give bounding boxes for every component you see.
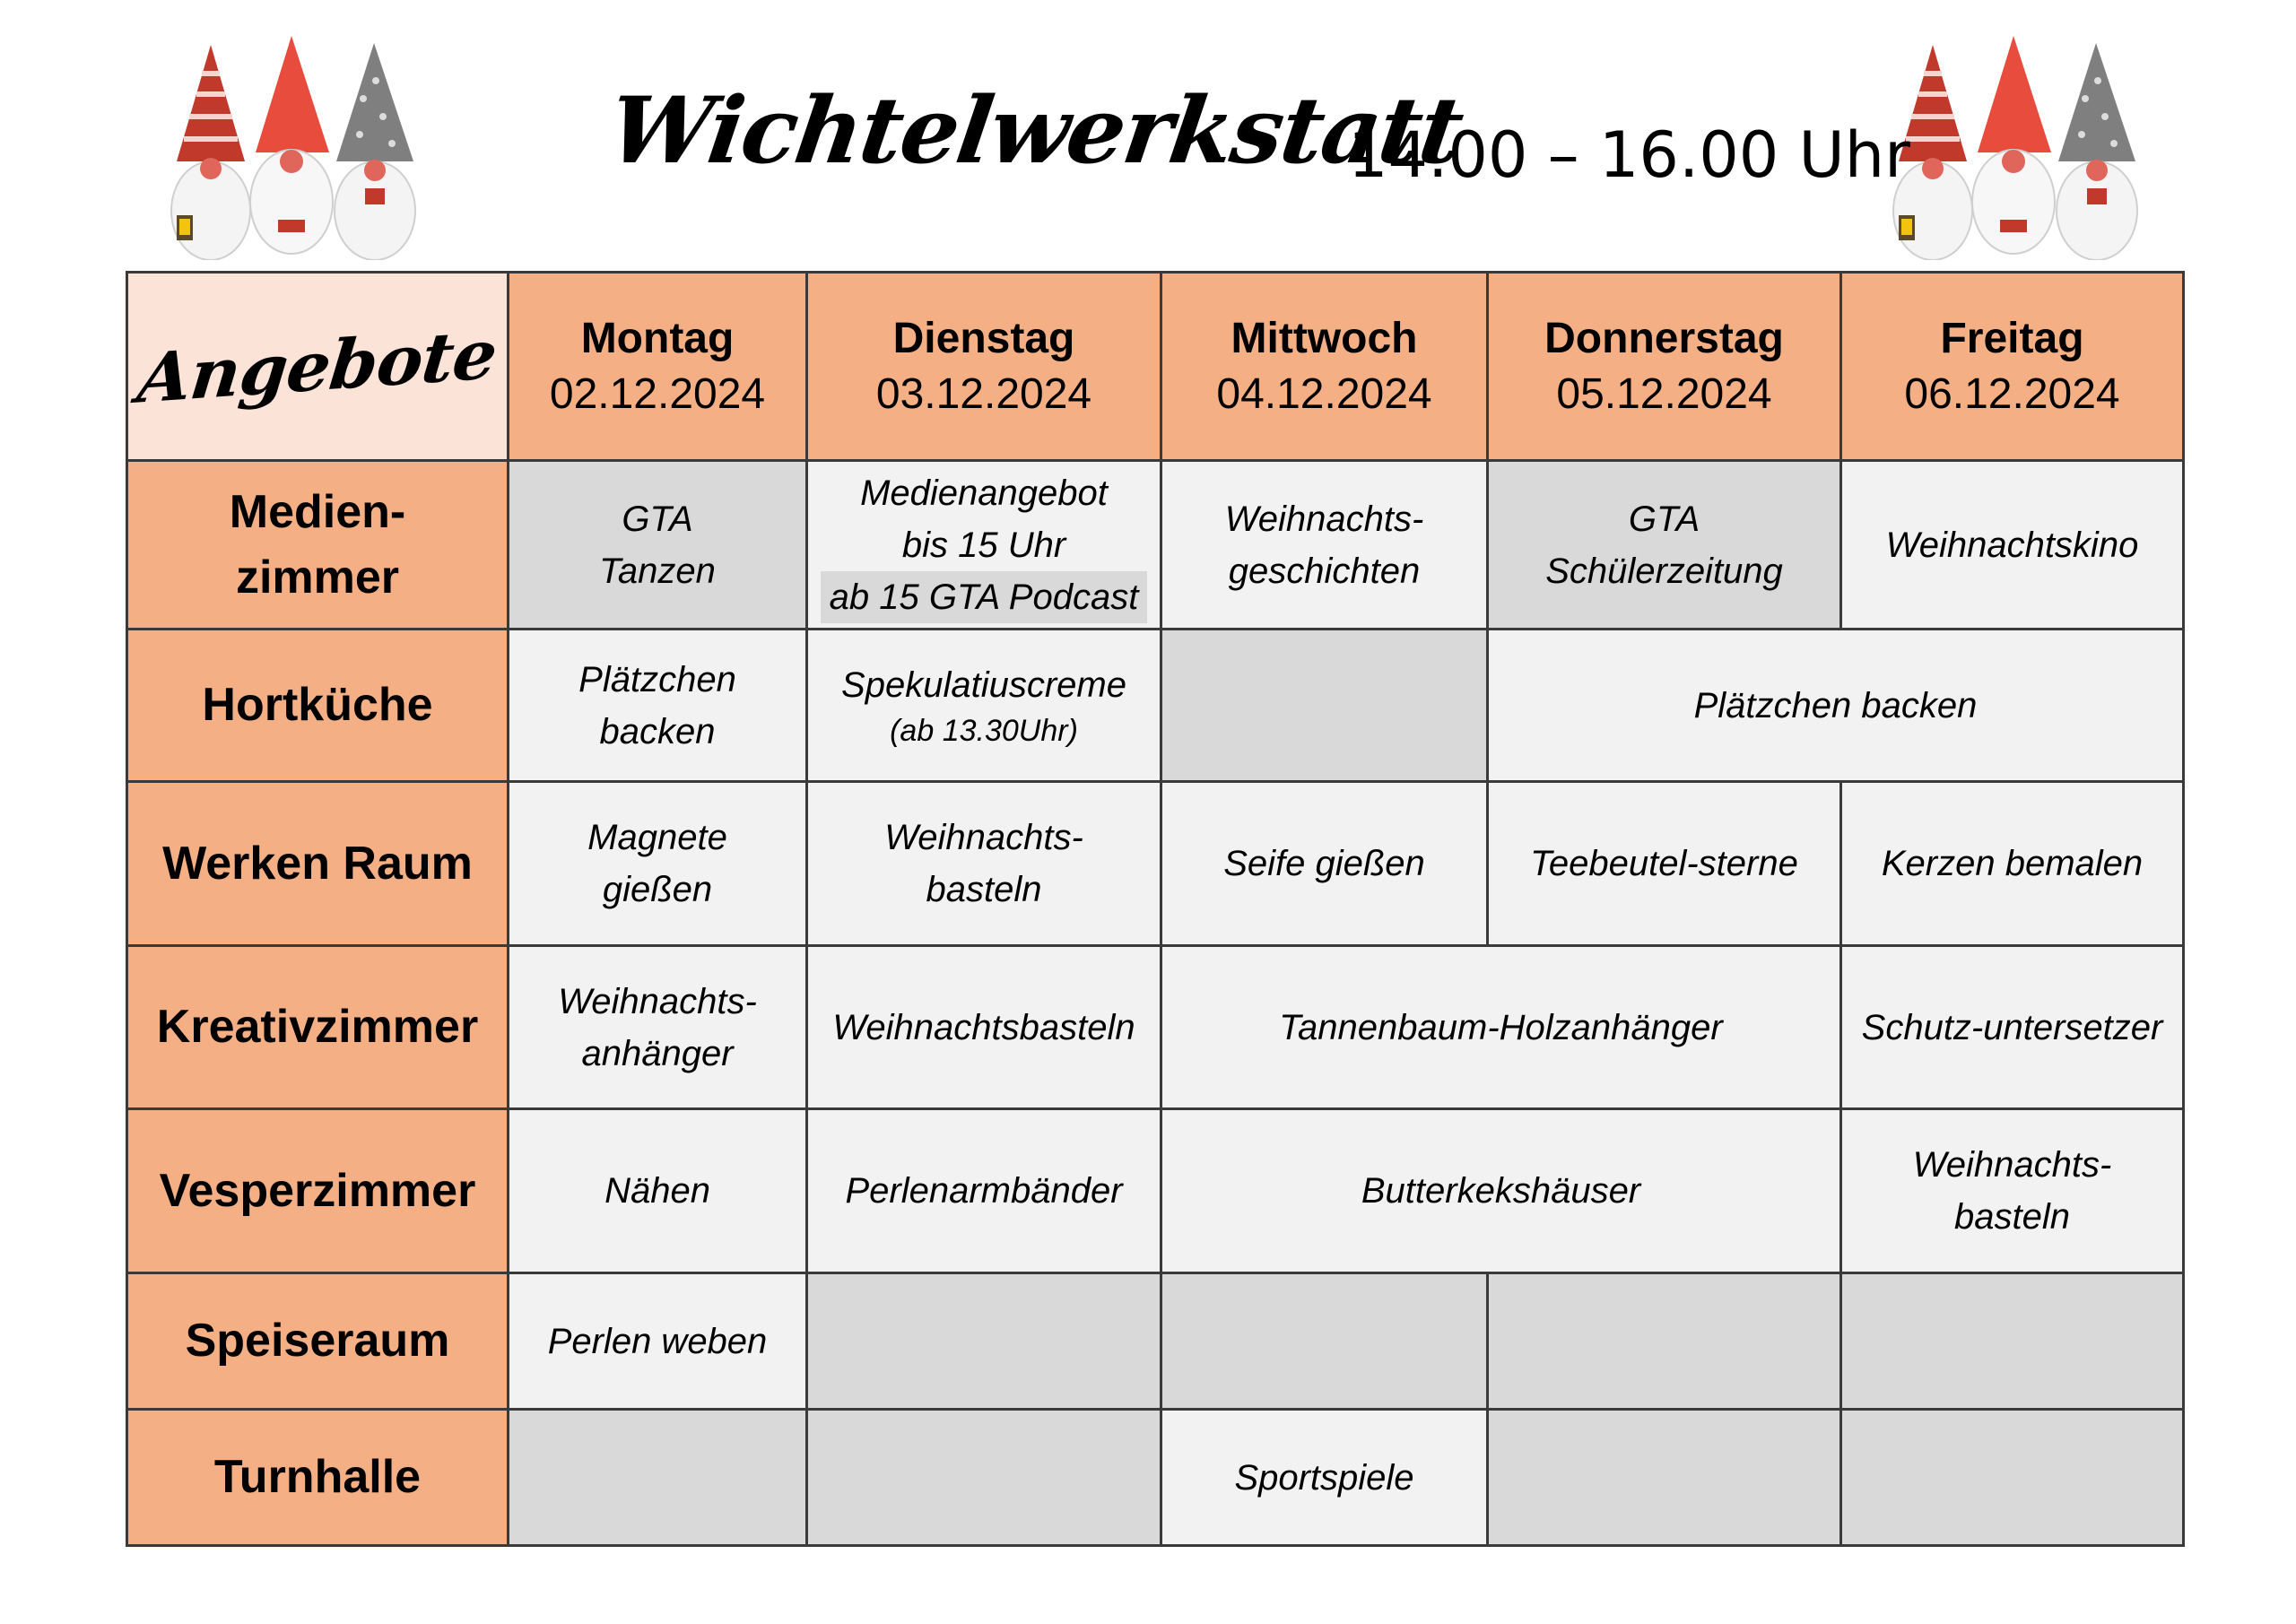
activity-cell [807,630,1161,782]
room-label-line: Hortküche [202,679,433,732]
activity-text: backen [599,711,716,751]
activity-text: Nähen [604,1171,710,1211]
activity-cell [1841,461,2184,630]
activity-cell [807,946,1161,1109]
activity-cell [1161,1410,1488,1546]
activity-note: (ab 13.30Uhr) [890,714,1078,749]
activity-text: Weihnachts- [558,981,757,1021]
activity-text: Weihnachtskino [1885,525,2139,565]
activity-text: Seife gießen [1223,844,1425,883]
activity-text: Perlenarmbänder [845,1171,1123,1211]
activity-text: Weihnachtsbasteln [832,1007,1135,1047]
activity-cell [807,1109,1161,1273]
activity-text: basteln [1954,1197,2070,1237]
room-label-werken-raum [127,782,509,946]
day-header-donnerstag [1488,273,1841,461]
empty-cell [1161,1273,1488,1410]
activity-text: Tanzen [599,551,716,591]
activity-cell [509,1273,807,1410]
activity-text: Weihnachts- [884,818,1083,857]
activity-text: Weihnachts- [1912,1145,2112,1185]
day-name: Dienstag [892,315,1075,363]
activity-cell [509,630,807,782]
room-label-line: Turnhalle [213,1451,422,1504]
activity-text: GTA [622,499,693,539]
activity-cell [1841,782,2184,946]
empty-cell [1488,1410,1841,1546]
room-label-line: Kreativzimmer [156,1001,479,1054]
day-date: 04.12.2024 [1216,369,1432,418]
empty-cell [1161,630,1488,782]
activity-text: Tannenbaum-Holzanhänger [1279,1007,1723,1047]
gnome-illustration-right [1879,27,2166,260]
schedule-table [126,271,2185,1547]
activity-text: Magnete [587,818,727,857]
activity-text: basteln [926,870,1042,909]
activity-cell [1161,461,1488,630]
day-header-freitag [1841,273,2184,461]
activity-text: Teebeutel-sterne [1530,844,1798,883]
activity-text: Kerzen bemalen [1881,844,2144,883]
room-label-line: zimmer [235,551,400,604]
room-label-line: Speiseraum [185,1315,450,1368]
activity-text: Plätzchen [578,659,736,699]
activity-cell [1161,946,1841,1109]
row-vesperzimmer [127,1109,2184,1273]
row-speiseraum [127,1273,2184,1410]
activity-cell [509,782,807,946]
activity-cell [1488,630,2184,782]
day-header-mittwoch [1161,273,1488,461]
day-name: Mittwoch [1231,315,1418,363]
activity-cell [509,461,807,630]
room-label-kreativzimmer [127,946,509,1109]
room-label-hortkueche [127,630,509,782]
row-turnhalle [127,1410,2184,1546]
gnome-illustration-left [157,27,444,260]
row-hortkueche [127,630,2184,782]
activity-cell [509,1109,807,1273]
corner-cell [127,273,509,461]
day-header-montag [509,273,807,461]
activity-text: Plätzchen backen [1693,685,1978,725]
day-date: 02.12.2024 [549,369,766,418]
activity-text: Schutz-untersetzer [1861,1007,2163,1047]
activity-cell [807,782,1161,946]
room-label-vesperzimmer [127,1109,509,1273]
empty-cell [807,1410,1161,1546]
activity-text: gießen [602,870,713,909]
row-werken-raum [127,782,2184,946]
activity-text: Weihnachts- [1224,499,1424,539]
empty-cell [509,1410,807,1546]
time-range: 14.00 – 16.00 Uhr [1348,118,1910,192]
activity-text: Butterkekshäuser [1361,1171,1641,1211]
activity-text: Perlen weben [547,1321,768,1361]
row-kreativzimmer [127,946,2184,1109]
corner-label: Angebote [134,314,501,419]
empty-cell [1488,1273,1841,1410]
activity-cell [1161,1109,1841,1273]
day-name: Montag [580,315,735,363]
day-date: 05.12.2024 [1556,369,1772,418]
day-name: Freitag [1940,315,2084,363]
room-label-medienzimmer [127,461,509,630]
header-row [127,273,2184,461]
page-title: Wichtelwerkstatt [602,77,1468,185]
activity-text: anhänger [581,1033,734,1073]
room-label-speiseraum [127,1273,509,1410]
empty-cell [1841,1410,2184,1546]
day-name: Donnerstag [1544,315,1784,363]
room-label-line: Werken Raum [162,837,473,890]
row-medienzimmer [127,461,2184,630]
day-header-dienstag [807,273,1161,461]
activity-text: ab 15 GTA Podcast [821,571,1147,623]
activity-text: geschichten [1228,551,1421,591]
room-label-line: Medien- [229,485,406,538]
activity-cell [1488,782,1841,946]
activity-cell [1841,1109,2184,1273]
activity-cell [509,946,807,1109]
room-label-line: Vesperzimmer [159,1164,476,1217]
empty-cell [1841,1273,2184,1410]
activity-text: Spekulatiuscreme [841,665,1126,706]
day-date: 03.12.2024 [875,369,1092,418]
activity-cell [1841,946,2184,1109]
activity-text: Medienangebot [860,473,1108,513]
activity-cell [1161,782,1488,946]
activity-text: Schülerzeitung [1545,551,1783,591]
activity-cell [807,461,1161,630]
activity-text: Sportspiele [1234,1457,1414,1498]
activity-text: GTA [1628,499,1700,539]
room-label-turnhalle [127,1410,509,1546]
day-date: 06.12.2024 [1904,369,2120,418]
activity-text: bis 15 Uhr [901,525,1066,565]
empty-cell [807,1273,1161,1410]
activity-cell [1488,461,1841,630]
